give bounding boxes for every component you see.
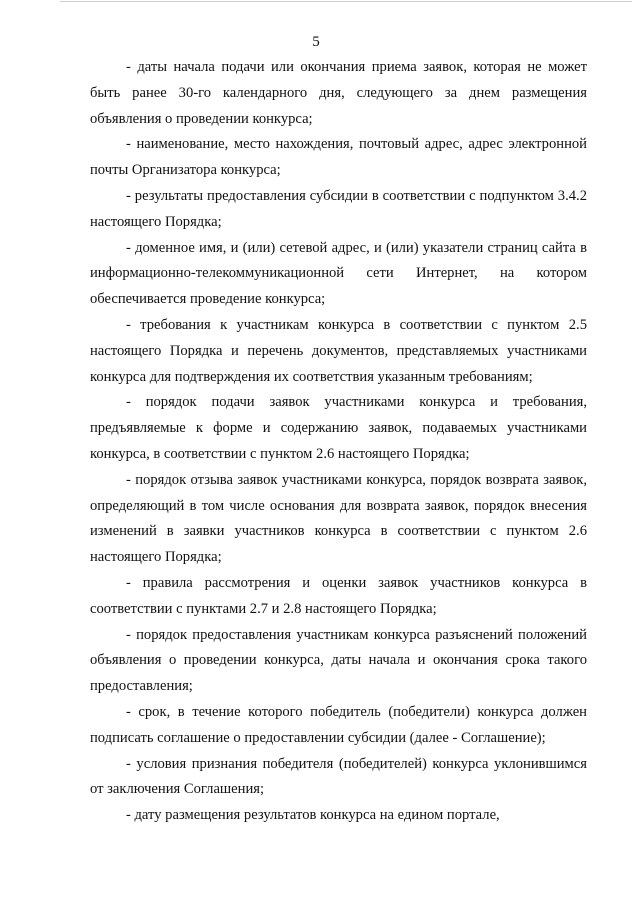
paragraph-agreement-deadline: - срок, в течение которого победитель (победители) конкурса должен подписать соглашение о предоставлении субсидии (далее - Соглашение); xyxy=(90,703,587,746)
paragraph-application-procedure: - порядок подачи заявок участниками конкурса и требования, предъявляемые к форме и содержанию заявок, подаваемых участниками конкурса, в соответствии с пунктом 2.6 настоящего Порядка; xyxy=(90,394,587,462)
paragraph-subsidy-results: - результаты предоставления субсидии в соответствии с подпунктом 3.4.2 настоящего Порядка; xyxy=(90,187,587,230)
paragraph-participant-requirements: - требования к участникам конкурса в соответствии с пунктом 2.5 настоящего Порядка и перечень документов, представляемых участниками конкурса для подтверждения их соответствия указанным требованиям; xyxy=(90,316,587,385)
paragraph-domain-name: - доменное имя, и (или) сетевой адрес, и (или) указатели страниц сайта в информационно-телекоммуникационной сети Интернет, на котором обеспечивается проведение конкурса; xyxy=(90,239,587,308)
page-number: 5 xyxy=(312,34,320,50)
paragraph-application-dates: - даты начала подачи или окончания приема заявок, которая не может быть ранее 30-го календарного дня, следующего за днем размещения объявления о проведении конкурса; xyxy=(90,59,587,127)
paragraph-application-withdrawal: - порядок отзыва заявок участниками конкурса, порядок возврата заявок, определяющий в том числе основания для возврата заявок, порядок внесения изменений в заявки участников конкурса в соответствии с пунктом 2.6 настоящего Порядка; xyxy=(90,471,587,566)
paragraph-results-publication: - дату размещения результатов конкурса на едином портале, xyxy=(126,807,500,824)
paragraph-organizer-contacts: - наименование, место нахождения, почтовый адрес, адрес электронной почты Организатора конкурса; xyxy=(90,136,587,179)
paragraph-clarification-procedure: - порядок предоставления участникам конкурса разъяснений положений объявления о проведении конкурса, даты начала и окончания срока такого предоставления; xyxy=(90,626,587,695)
scan-edge-line xyxy=(60,1,632,2)
document-body xyxy=(90,55,587,829)
paragraph-evasion-conditions: - условия признания победителя (победителей) конкурса уклонившимся от заключения Соглашения; xyxy=(90,755,587,798)
paragraph-evaluation-rules: - правила рассмотрения и оценки заявок участников конкурса в соответствии с пунктами 2.7 и 2.8 настоящего Порядка; xyxy=(90,574,587,617)
